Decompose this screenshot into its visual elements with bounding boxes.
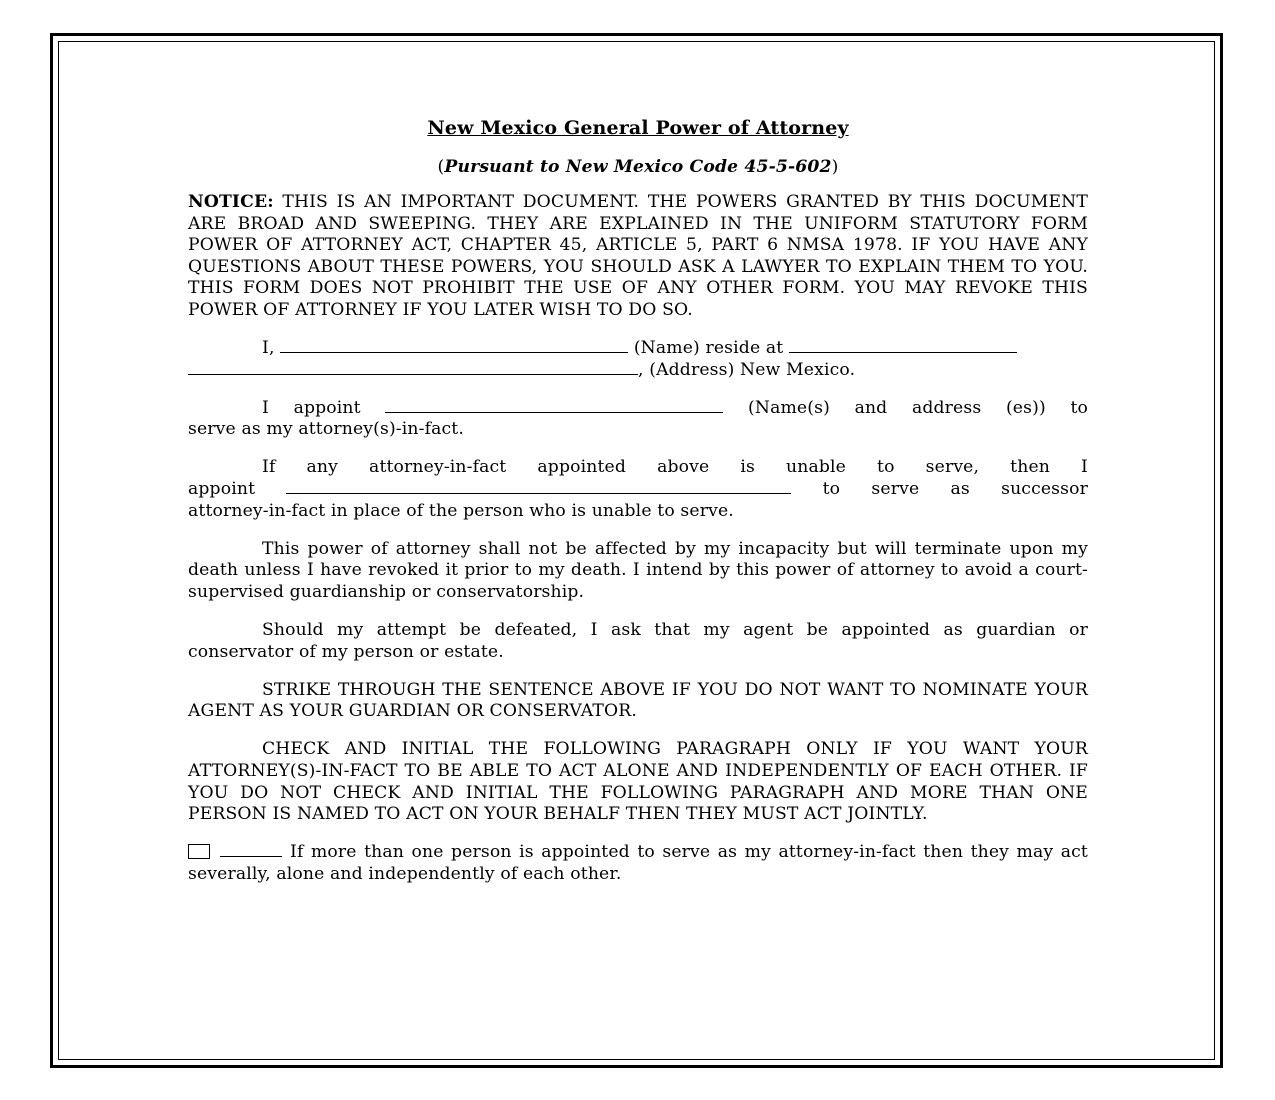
subtitle-open-paren: ( (437, 157, 445, 177)
document-title: New Mexico General Power of Attorney (427, 117, 849, 139)
declarant-name-hint: (Name) reside at (633, 338, 784, 359)
appoint-tail: serve as my attorney(s)-in-fact. (188, 419, 464, 440)
successor-paragraph (188, 457, 1088, 522)
notice-text: THIS IS AN IMPORTANT DOCUMENT. THE POWERS GRANTED BY THIS DOCUMENT ARE BROAD AND SWEEPING. THEY ARE EXPLAINED IN THE UNIFORM STATUTORY FORM POWER OF ATTORNEY ACT, CHAPTER 45, ARTICLE 5, PART 6 NMSA 1978. IF YOU HAVE ANY QUESTIONS ABOUT THESE POWERS, YOU SHOULD ASK A LAWYER TO EXPLAIN THEM TO YOU. THIS FORM DOES NOT PROHIBIT THE USE OF ANY OTHER FORM. YOU MAY REVOKE THIS POWER OF ATTORNEY IF YOU LATER WISH TO DO SO. (188, 192, 1088, 320)
successor-attorney-field[interactable] (286, 479, 791, 494)
document-subtitle (188, 156, 1088, 178)
attorney-in-fact-field[interactable] (385, 398, 723, 413)
act-severally-checkbox[interactable] (188, 844, 210, 859)
strike-instruction-paragraph: STRIKE THROUGH THE SENTENCE ABOVE IF YOU DO NOT WANT TO NOMINATE YOUR AGENT AS YOUR GUARDIAN OR CONSERVATOR. (188, 679, 1088, 722)
initials-field[interactable] (220, 842, 282, 857)
notice-paragraph (188, 192, 1088, 322)
document-body (188, 116, 1088, 902)
subtitle-close-paren: ) (831, 157, 839, 177)
incapacity-paragraph: This power of attorney shall not be affected by my incapacity but will terminate upon my death unless I have revoked it prior to my death. I intend by this power of attorney to avoid a court-supervised guardianship or conservatorship. (188, 538, 1088, 602)
successor-hint: to serve as successor (822, 479, 1088, 500)
declarant-prefix: I, (262, 338, 275, 359)
declarant-address-hint: , (Address) New Mexico. (638, 359, 856, 380)
successor-lead: If any attorney-in-fact appointed above is unable to serve, then I (262, 457, 1088, 478)
successor-tail: attorney-in-fact in place of the person who is unable to serve. (188, 500, 734, 521)
declarant-paragraph (188, 338, 1088, 381)
declarant-name-field[interactable] (280, 338, 628, 353)
appoint-hint: (Name(s) and address (es)) to (748, 397, 1089, 418)
several-paragraph (188, 842, 1088, 885)
appoint-paragraph (188, 398, 1088, 441)
declarant-residence-field[interactable] (789, 338, 1017, 353)
appoint-prefix: I appoint (262, 397, 361, 418)
successor-prefix: appoint (188, 479, 256, 500)
check-instruction-paragraph: CHECK AND INITIAL THE FOLLOWING PARAGRAPH ONLY IF YOU WANT YOUR ATTORNEY(S)-IN-FACT TO BE ABLE TO ACT ALONE AND INDEPENDENTLY OF EACH OTHER. IF YOU DO NOT CHECK AND INITIAL THE FOLLOWING PARAGRAPH AND MORE THAN ONE PERSON IS NAMED TO ACT ON YOUR BEHALF THEN THEY MUST ACT JOINTLY. (188, 739, 1088, 825)
declarant-address-field[interactable] (188, 360, 638, 375)
notice-label: NOTICE: (188, 192, 274, 212)
subtitle-code-reference: Pursuant to New Mexico Code 45-5-602 (444, 157, 832, 177)
several-text: If more than one person is appointed to serve as my attorney-in-fact then they may act severally, alone and independently of each other. (188, 842, 1088, 884)
guardian-paragraph: Should my attempt be defeated, I ask that my agent be appointed as guardian or conservator of my person or estate. (188, 620, 1088, 662)
